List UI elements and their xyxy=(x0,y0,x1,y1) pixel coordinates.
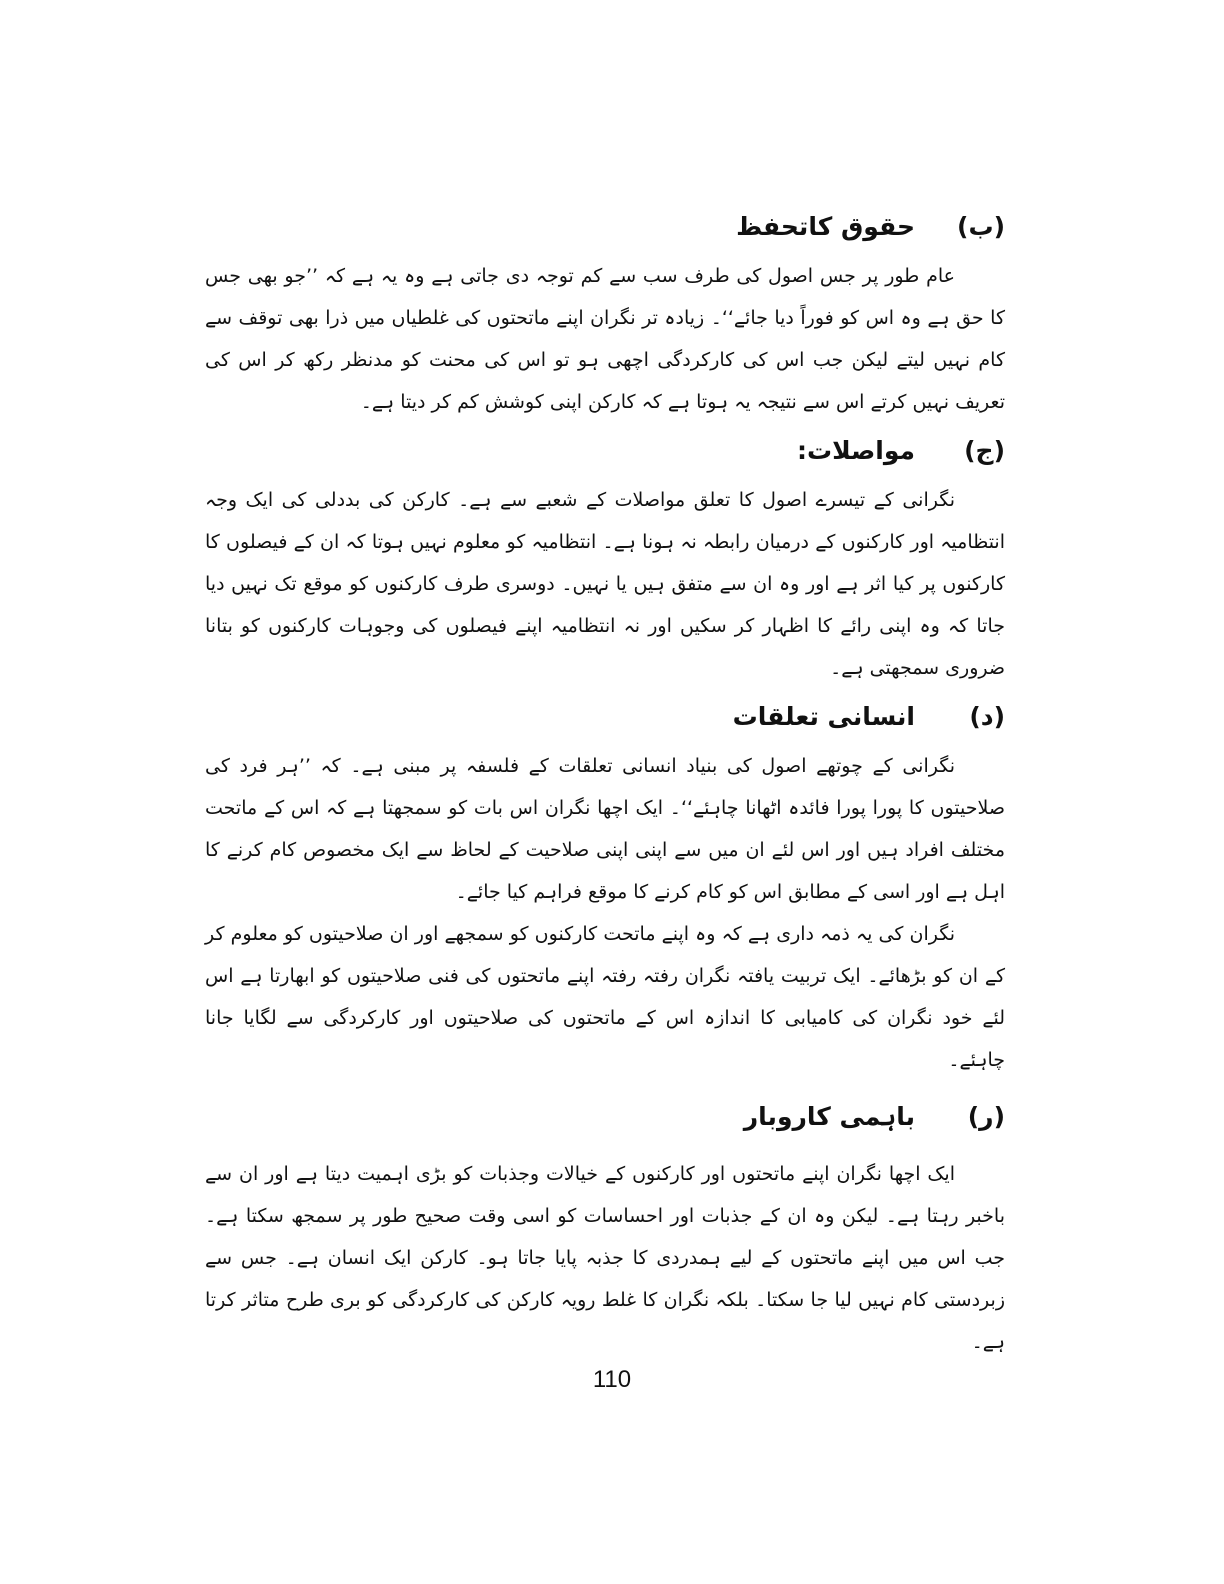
page-number: 110 xyxy=(592,1366,632,1393)
section-heading-human-relations xyxy=(205,695,1005,739)
paragraph: عام طور پر جس اصول کی طرف سب سے کم توجہ دی جاتی ہے وہ یہ ہے کہ ’’جو بھی جس کا حق ہے وہ اس کو فوراً دیا جائے‘‘۔ زیادہ تر نگران اپنے ماتحتوں کی غلطیاں میں ذرا بھی توقف سے کام نہیں لیتے لیکن جب اس کی کارکردگی اچھی ہو تو اس کی محنت کو مدنظر رکھ کر اس کی تعریف نہیں کرتے اس سے نتیجہ یہ ہوتا ہے کہ کارکن اپنی کوشش کم کر دیتا ہے۔ xyxy=(205,265,1005,413)
section-title: انسانی تعلقات xyxy=(732,702,915,731)
section-heading-rights xyxy=(205,205,1005,249)
paragraph: ایک اچھا نگران اپنے ماتحتوں اور کارکنوں کے خیالات وجذبات کو بڑی اہمیت دیتا ہے اور ان سے باخبر رہتا ہے۔ لیکن وہ ان کے جذبات اور احساسات کو اسی وقت صحیح طور پر سمجھ سکتا ہے۔ جب اس میں اپنے ماتحتوں کے لیے ہمدردی کا جذبہ پایا جاتا ہو۔ کارکن ایک انسان ہے۔ جس سے زبردستی کام نہیں لیا جا سکتا۔ بلکہ نگران کا غلط رویہ کارکن کی کارکردگی کو بری طرح متاثر کرتا ہے۔ xyxy=(205,1163,1005,1353)
paragraph: نگرانی کے تیسرے اصول کا تعلق مواصلات کے شعبے سے ہے۔ کارکن کی بددلی کی ایک وجہ انتظامیہ اور کارکنوں کے درمیان رابطہ نہ ہونا ہے۔ انتظامیہ کو معلوم نہیں ہوتا کہ ان کے فیصلوں کا کارکنوں پر کیا اثر ہے اور وہ ان سے متفق ہیں یا نہیں۔ دوسری طرف کارکنوں کو موقع تک نہیں دیا جاتا کہ وہ اپنی رائے کا اظہار کر سکیں اور نہ انتظامیہ اپنے فیصلوں کی وجوہات کارکنوں کو بتانا ضروری سمجھتی ہے۔ xyxy=(205,489,1005,679)
page-body xyxy=(205,205,1005,1363)
paragraph: نگران کی یہ ذمہ داری ہے کہ وہ اپنے ماتحت کارکنوں کو سمجھے اور ان صلاحیتوں کو معلوم کر کے ان کو بڑھائے۔ ایک تربیت یافتہ نگران رفتہ رفتہ اپنے ماتحتوں کی فنی صلاحیتوں کو ابھارتا ہے اس لئے خود نگران کی کامیابی کا اندازہ اس کے ماتحتوں کی صلاحیتوں اور کارکردگی سے لگایا جانا چاہئے۔ xyxy=(205,923,1005,1071)
paragraph: نگرانی کے چوتھے اصول کی بنیاد انسانی تعلقات کے فلسفہ پر مبنی ہے۔ کہ ’’ہر فرد کی صلاحیتوں کا پورا پورا فائدہ اٹھانا چاہئے‘‘۔ ایک اچھا نگران اس بات کو سمجھتا ہے کہ اس کے ماتحت مختلف افراد ہیں اور اس لئے ان میں سے اپنی اپنی صلاحیت کے لحاظ سے ایک مخصوص کام کرنے کا اہل ہے اور اسی کے مطابق اس کو کام کرنے کا موقع فراہم کیا جائے۔ xyxy=(205,755,1005,903)
section-title: حقوق کاتحفظ xyxy=(736,212,915,241)
section-title: باہمی کاروبار xyxy=(743,1102,915,1131)
section-heading-mutual-dealing xyxy=(205,1095,1005,1139)
section-marker: (ر) xyxy=(967,1102,1005,1131)
section-marker: (ج) xyxy=(964,436,1005,465)
section-title: مواصلات: xyxy=(797,436,915,465)
section-heading-communication xyxy=(205,429,1005,473)
section-marker: (د) xyxy=(969,702,1005,731)
section-marker: (ب) xyxy=(957,212,1005,241)
